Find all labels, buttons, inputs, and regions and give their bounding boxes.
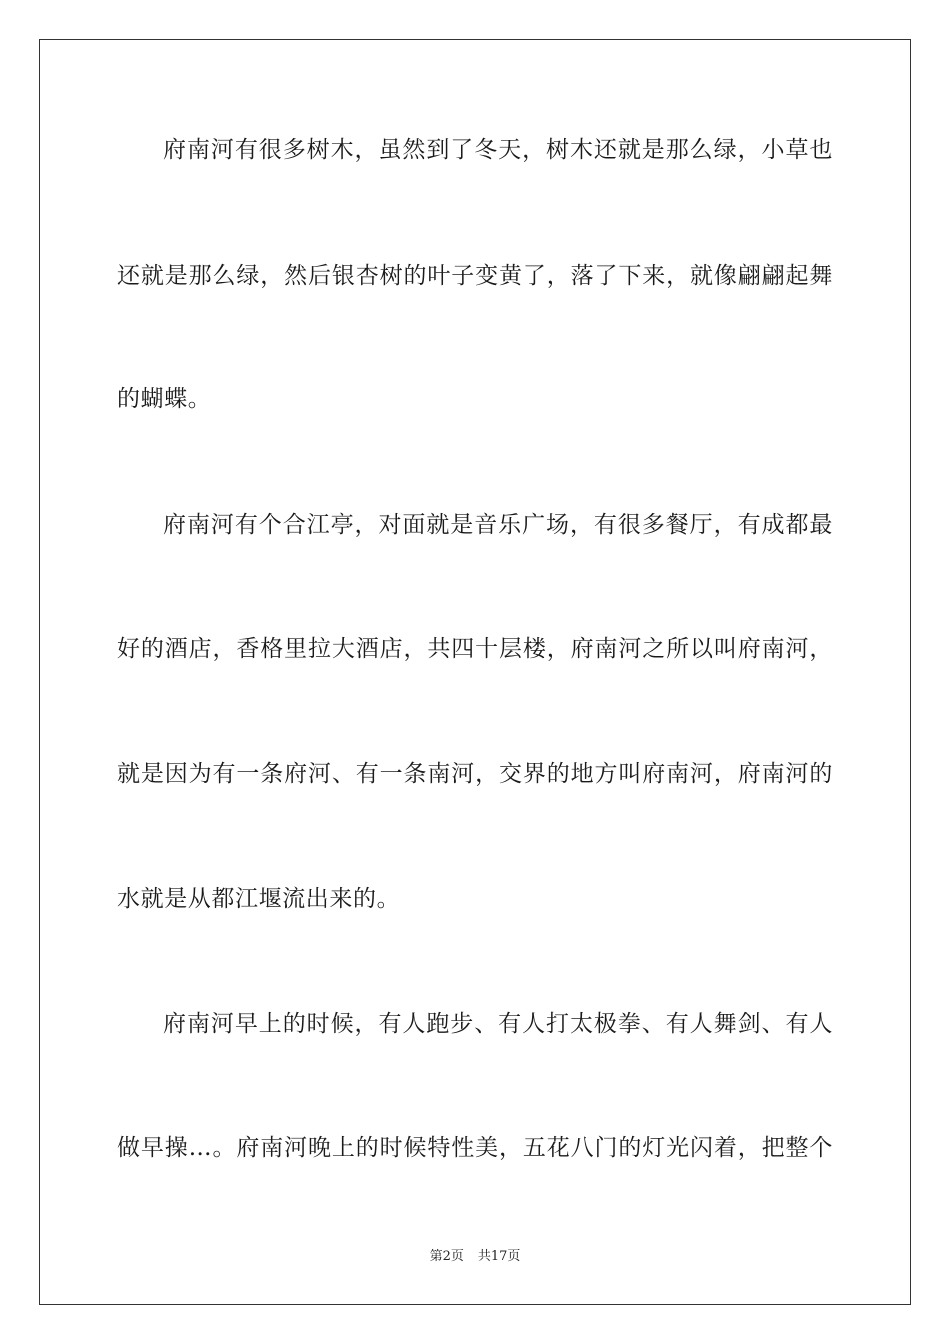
page-footer	[0, 1248, 950, 1266]
page-number: 第2页	[429, 1249, 464, 1264]
paragraph-3-line-1: 府南河早上的时候，有人跑步、有人打太极拳、有人舞剑、有人	[163, 1011, 833, 1037]
paragraph-1-line-3: 的蝴蝶。	[117, 386, 212, 412]
paragraph-1-line-2: 还就是那么绿，然后银杏树的叶子变黄了，落了下来，就像翩翩起舞	[117, 263, 833, 289]
paragraph-2-line-2: 好的酒店，香格里拉大酒店，共四十层楼，府南河之所以叫府南河，	[117, 636, 833, 662]
paragraph-2-line-1: 府南河有个合江亭，对面就是音乐广场，有很多餐厅，有成都最	[163, 512, 833, 538]
paragraph-2-line-4: 水就是从都江堰流出来的。	[117, 886, 401, 912]
paragraph-3-line-2: 做早操…。府南河晚上的时候特性美，五花八门的灯光闪着，把整个	[117, 1135, 833, 1161]
total-pages: 共17页	[477, 1249, 521, 1264]
page-border	[39, 39, 911, 1305]
paragraph-1-line-1: 府南河有很多树木，虽然到了冬天，树木还就是那么绿，小草也	[163, 137, 833, 163]
paragraph-2-line-3: 就是因为有一条府河、有一条南河，交界的地方叫府南河，府南河的	[117, 761, 833, 787]
